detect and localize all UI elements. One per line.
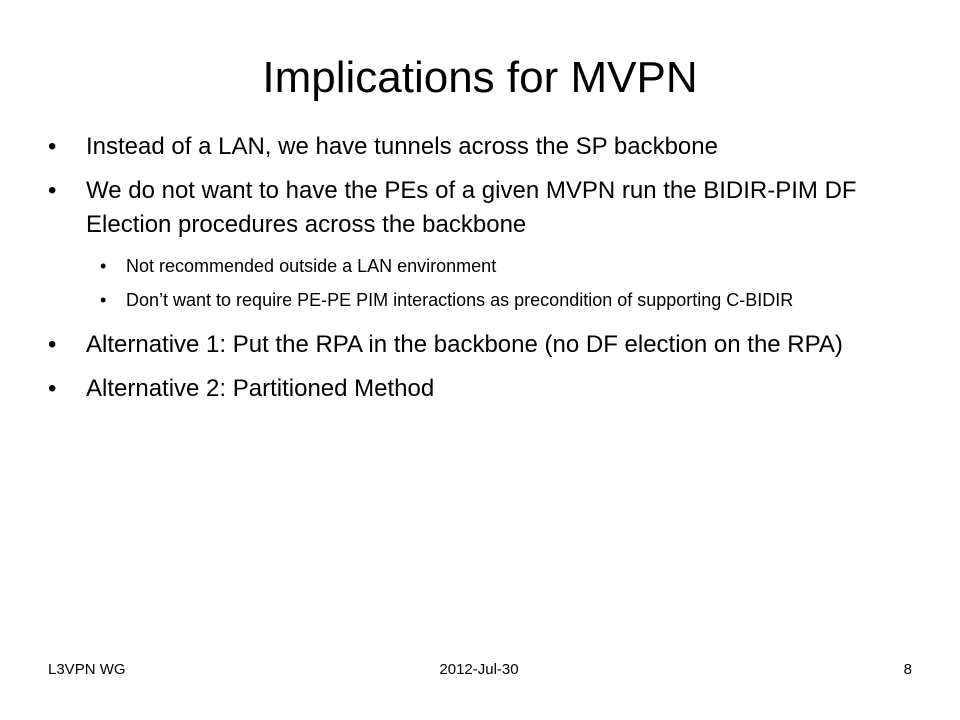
footer-group-name: L3VPN WG bbox=[48, 661, 126, 678]
bullet-item bbox=[48, 372, 912, 406]
sub-bullet-text: Not recommended outside a LAN environment bbox=[126, 256, 497, 276]
footer-date: 2012-Jul-30 bbox=[439, 661, 519, 678]
bullet-list bbox=[48, 130, 912, 416]
bullet-dot: • bbox=[48, 331, 57, 358]
bullet-item bbox=[48, 174, 912, 242]
slide-number: 8 bbox=[903, 661, 912, 678]
bullet-text: Alternative 1: Put the RPA in the backbone (no DF election on the RPA) bbox=[86, 331, 843, 358]
bullet-dot: • bbox=[48, 133, 57, 160]
bullet-dot: • bbox=[48, 177, 57, 204]
bullet-item bbox=[48, 130, 912, 164]
bullet-item bbox=[48, 328, 912, 362]
bullet-text: Instead of a LAN, we have tunnels across the SP backbone bbox=[86, 133, 718, 160]
sub-bullet-text: Don’t want to require PE-PE PIM interactions as precondition of supporting C-BIDIR bbox=[126, 290, 794, 310]
bullet-dot: • bbox=[48, 375, 57, 402]
bullet-dot: • bbox=[100, 256, 107, 276]
slide-title: Implications for MVPN bbox=[262, 53, 698, 102]
sub-bullet-item bbox=[48, 252, 912, 280]
bullet-text: We do not want to have the PEs of a given MVPN run the BIDIR-PIM DF Election procedures across the backbone bbox=[86, 177, 857, 238]
sub-bullet-item bbox=[48, 286, 912, 314]
bullet-dot: • bbox=[100, 290, 107, 310]
bullet-text: Alternative 2: Partitioned Method bbox=[86, 375, 435, 402]
